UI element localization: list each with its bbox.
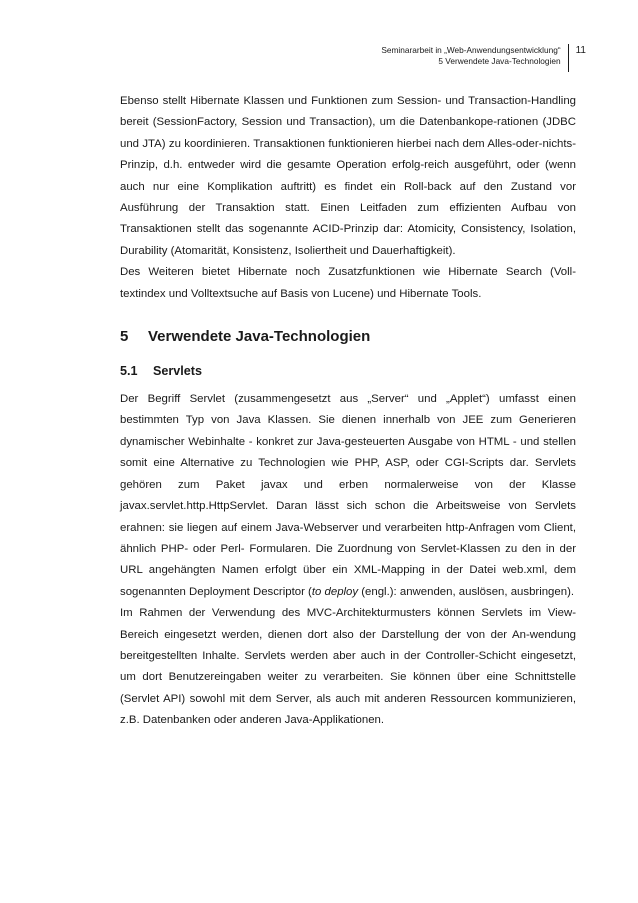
servlets-intro-end: (engl.): anwenden, auslösen, ausbringen). — [358, 585, 575, 598]
servlets-intro-text: Der Begriff Servlet (zusammengesetzt aus „Server“ und „Applet“) umfasst einen bestimmten Typ von Java Klassen. Sie dienen innerhalb von JEE zum Generieren dynamischer Webinhalte - konkret zur Java-gesteuerten Ausgabe von HTML - und stellen somit eine Alternative zu Technologien wie PHP, ASP, oder CGI-Scripts dar. Servlets gehören zum Paket javax und erben normalerweise von der Klasse javax.servlet.http.HttpServlet. Daran lässt sich schon die Arbeitsweise von Servlets erahnen: sie liegen auf einem Java-Webserver und verarbeiten http-Anfragen vom Client, ähnlich PHP- oder Perl- Formularen. Die Zuordnung von Servlet-Klassen zu den in der URL angehängten Namen erfolgt über ein XML-Mapping in der Datei web.xml, dem sogenannten Deployment Descriptor ( — [120, 393, 576, 598]
paragraph-servlets-mvc: Im Rahmen der Verwendung des MVC-Architekturmusters können Servlets im View-Bereich eingesetzt werden, dienen dort also der Darstellung der von der An-wendung bereitgestellten Inhalte. Servlets werden aber auch in der Controller-Schicht eingesetzt, um dort Benutzereingaben weiter zu verarbeiten. Sie können über eine Schnittstelle (Servlet API) sowohl mit dem Server, als auch mit anderen Ressourcen kommunizieren, z.B. Datenbanken oder anderen Java-Applikationen. — [120, 607, 576, 727]
running-header — [381, 44, 586, 74]
paragraph-hibernate-extras: Des Weiteren bietet Hibernate noch Zusatzfunktionen wie Hibernate Search (Voll-textindex und Volltextsuche auf Basis von Lucene) und Hibernate Tools. — [120, 266, 576, 300]
section-heading — [120, 327, 576, 347]
header-line-2: 5 Verwendete Java-Technologien — [438, 55, 561, 66]
subsection-title: Servlets — [153, 364, 203, 379]
subsection-number: 5.1 — [120, 364, 138, 379]
header-text — [381, 44, 567, 66]
paragraph-servlets-intro — [120, 389, 576, 603]
section-number: 5 — [120, 328, 129, 346]
header-line-1: Seminararbeit in „Web-Anwendungsentwicklung“ — [381, 45, 561, 55]
paragraph-hibernate-transactions: Ebenso stellt Hibernate Klassen und Funktionen zum Session- und Transaction-Handling bereit (SessionFactory, Session und Transaction), um die Datenbankope-rationen (JDBC und JTA) zu koordinieren. Transaktionen funktionieren hierbei nach dem Alles-oder-nichts-Prinzip, d.h. entweder wird die gesamte Operation erfolg-reich ausgeführt, oder (wenn auch nur eine Komplikation auftritt) es findet ein Roll-back auf den Zustand vor Ausführung der Transaktion statt. Einen Leitfaden zum effizienten Aufbau von Transaktionen stellt das sogenannte ACID-Prinzip dar: Atomicity, Consistency, Isolation, Durability (Atomarität, Konsistenz, Isoliertheit und Dauerhaftigkeit). — [120, 95, 576, 257]
body-text — [120, 91, 576, 732]
subsection-heading — [120, 361, 576, 381]
page-number: 11 — [575, 45, 586, 56]
section-title: Verwendete Java-Technologien — [148, 328, 371, 346]
term-to-deploy: to deploy — [311, 585, 359, 598]
